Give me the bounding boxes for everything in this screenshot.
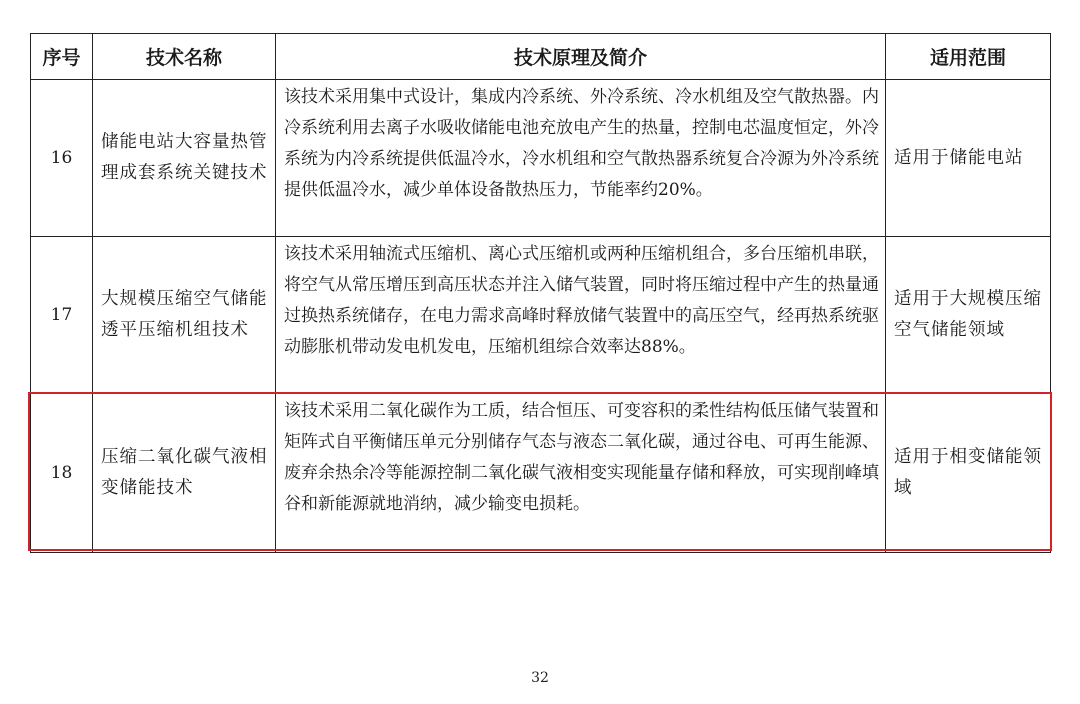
- row-serial-number: 17: [31, 237, 93, 394]
- header-tech-name: 技术名称: [93, 34, 276, 80]
- document-sheet: [30, 33, 1050, 553]
- row-tech-principle: 该技术采用集中式设计，集成内冷系统、外冷系统、冷水机组及空气散热器。内冷系统利用去离子水吸收储能电池充放电产生的热量，控制电芯温度恒定，外冷系统为内冷系统提供低温冷水，冷水机组和空气散热器系统复合冷源为外冷系统提供低温冷水，减少单体设备散热压力，节能率约20%。: [276, 80, 886, 237]
- row-tech-name: 大规模压缩空气储能透平压缩机组技术: [93, 237, 276, 394]
- table-row: [31, 237, 1051, 394]
- row-serial-number: 16: [31, 80, 93, 237]
- row-tech-principle: 该技术采用二氧化碳作为工质，结合恒压、可变容积的柔性结构低压储气装置和矩阵式自平衡储压单元分别储存气态与液态二氧化碳，通过谷电、可再生能源、废弃余热余冷等能源控制二氧化碳气液相变实现能量存储和释放，可实现削峰填谷和新能源就地消纳，减少输变电损耗。: [276, 394, 886, 553]
- table-row: [31, 80, 1051, 237]
- header-tech-principle: 技术原理及简介: [276, 34, 886, 80]
- header-serial-number: 序号: [31, 34, 93, 80]
- header-scope: 适用范围: [886, 34, 1051, 80]
- row-scope: 适用于储能电站: [886, 80, 1051, 237]
- row-tech-name: 储能电站大容量热管理成套系统关键技术: [93, 80, 276, 237]
- table-row: [31, 394, 1051, 553]
- row-scope: 适用于相变储能领域: [886, 394, 1051, 553]
- technology-table: [30, 33, 1051, 553]
- row-serial-number: 18: [31, 394, 93, 553]
- table-header-row: [31, 34, 1051, 80]
- row-tech-name: 压缩二氧化碳气液相变储能技术: [93, 394, 276, 553]
- row-scope: 适用于大规模压缩空气储能领域: [886, 237, 1051, 394]
- row-tech-principle: 该技术采用轴流式压缩机、离心式压缩机或两种压缩机组合，多台压缩机串联，将空气从常压增压到高压状态并注入储气装置，同时将压缩过程中产生的热量通过换热系统储存，在电力需求高峰时释放储气装置中的高压空气，经再热系统驱动膨胀机带动发电机发电，压缩机组综合效率达88%。: [276, 237, 886, 394]
- page-number: 32: [531, 670, 549, 686]
